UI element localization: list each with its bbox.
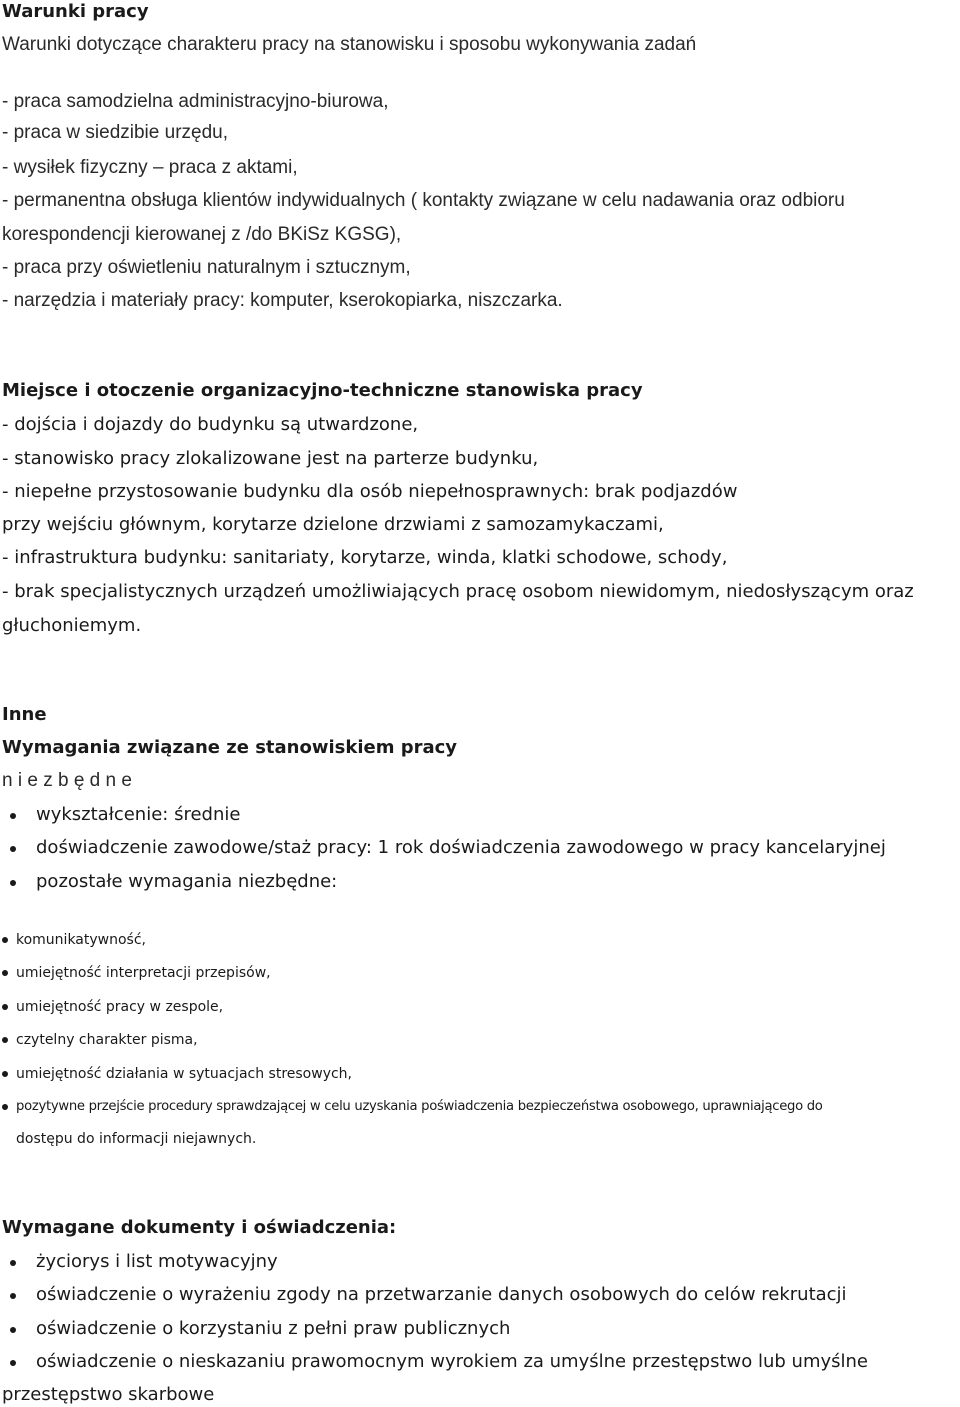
bullet-icon xyxy=(2,1004,8,1010)
bullet-icon xyxy=(2,1104,8,1110)
environment-line: - stanowisko pracy zlokalizowane jest na parterze budynku, xyxy=(2,448,539,469)
bullet-icon xyxy=(2,937,8,943)
required-label: n i e z b ę d n e xyxy=(2,770,132,791)
section-title-inne: Inne xyxy=(2,704,47,725)
document-item-continuation: przestępstwo skarbowe xyxy=(2,1384,215,1405)
condition-line: - praca samodzielna administracyjno-biurowa, xyxy=(2,91,389,112)
section-subtitle-wymagania: Wymagania związane ze stanowiskiem pracy xyxy=(2,737,458,758)
environment-line: przy wejściu głównym, korytarze dzielone drzwiami z samozamykaczami, xyxy=(2,514,664,535)
section-subtitle: Warunki dotyczące charakteru pracy na stanowisku i sposobu wykonywania zadań xyxy=(2,34,697,55)
bullet-icon xyxy=(10,880,16,886)
bullet-icon xyxy=(10,813,16,819)
section-title-dokumenty: Wymagane dokumenty i oświadczenia: xyxy=(2,1217,397,1238)
environment-line: - dojścia i dojazdy do budynku są utwardzone, xyxy=(2,414,419,435)
condition-line: - praca w siedzibie urzędu, xyxy=(2,122,228,143)
bullet-icon xyxy=(2,1071,8,1077)
environment-line: - infrastruktura budynku: sanitariaty, korytarze, winda, klatki schodowe, schody, xyxy=(2,547,728,568)
environment-line: głuchoniemym. xyxy=(2,615,142,636)
skill-item-continuation: dostępu do informacji niejawnych. xyxy=(16,1131,257,1147)
bullet-icon xyxy=(10,846,16,852)
bullet-icon xyxy=(10,1327,16,1333)
bullet-icon xyxy=(10,1360,16,1366)
environment-line: - niepełne przystosowanie budynku dla osób niepełnosprawnych: brak podjazdów xyxy=(2,481,738,502)
bullet-icon xyxy=(10,1293,16,1299)
bullet-icon xyxy=(2,970,8,976)
section-title-miejsce: Miejsce i otoczenie organizacyjno-techniczne stanowiska pracy xyxy=(2,380,643,401)
condition-line: korespondencji kierowanej z /do BKiSz KGSG), xyxy=(2,224,402,245)
condition-line: - wysiłek fizyczny – praca z aktami, xyxy=(2,157,298,178)
condition-line: - permanentna obsługa klientów indywidualnych ( kontakty związane w celu nadawania oraz odbioru xyxy=(2,190,845,211)
condition-line: - narzędzia i materiały pracy: komputer, kserokopiarka, niszczarka. xyxy=(2,290,563,311)
environment-line: - brak specjalistycznych urządzeń umożliwiających pracę osobom niewidomym, niedosłyszącym oraz xyxy=(2,581,914,602)
bullet-icon xyxy=(2,1037,8,1043)
section-title-warunki: Warunki pracy xyxy=(2,1,149,22)
bullet-icon xyxy=(10,1260,16,1266)
condition-line: - praca przy oświetleniu naturalnym i sztucznym, xyxy=(2,257,411,278)
